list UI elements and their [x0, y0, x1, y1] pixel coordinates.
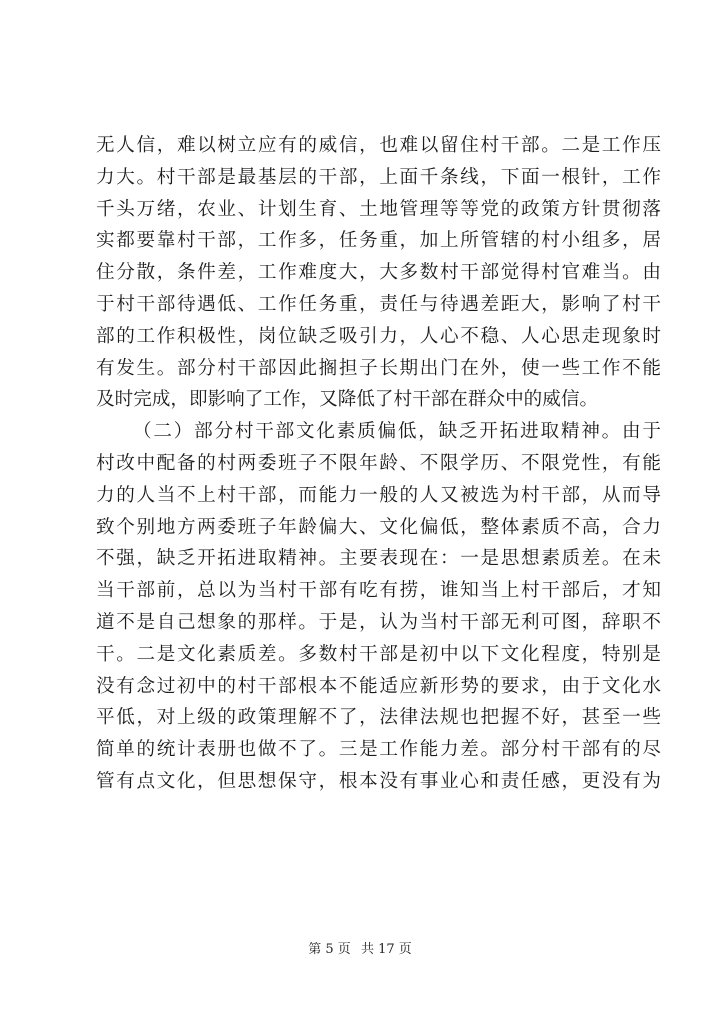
text-line: 村改中配备的村两委班子不限年龄、不限学历、不限党性，有能 — [96, 452, 661, 474]
text-line: 千头万绪，农业、计划生育、土地管理等等党的政策方针贯彻落 — [96, 198, 661, 220]
page-number: 第 5 页 — [308, 942, 351, 957]
text-line: 于村干部待遇低、工作任务重，责任与待遇差距大，影响了村干 — [96, 293, 661, 315]
text-line: 当干部前，总以为当村干部有吃有捞，谁知当上村干部后，才知 — [96, 580, 661, 602]
text-line: 没有念过初中的村干部根本不能适应新形势的要求，由于文化水 — [96, 675, 661, 697]
text-line: 住分散，条件差，工作难度大，大多数村干部觉得村官难当。由 — [96, 262, 661, 284]
text-line: 管有点文化，但思想保守，根本没有事业心和责任感，更没有为 — [96, 770, 661, 792]
text-line: 力大。村干部是最基层的干部，上面千条线，下面一根针，工作 — [96, 166, 661, 188]
body-text — [96, 130, 661, 798]
text-line: 及时完成，即影响了工作，又降低了村干部在群众中的威信。 — [96, 389, 599, 411]
text-line: 道不是自己想象的那样。于是，认为当村干部无利可图，辞职不 — [96, 611, 661, 633]
text-line: 无人信，难以树立应有的威信，也难以留住村干部。二是工作压 — [96, 135, 661, 156]
text-line: 力的人当不上村干部，而能力一般的人又被选为村干部，从而导 — [96, 484, 661, 506]
text-line: 不强，缺乏开拓进取精神。主要表现在：一是思想素质差。在未 — [96, 548, 661, 570]
text-line: 干。二是文化素质差。多数村干部是初中以下文化程度，特别是 — [96, 643, 661, 665]
page-total: 共 17 页 — [360, 942, 412, 957]
text-line: 实都要靠村干部，工作多，任务重，加上所管辖的村小组多，居 — [96, 230, 661, 252]
text-line: 致个别地方两委班子年龄偏大、文化偏低，整体素质不高，合力 — [96, 516, 661, 538]
section-heading-line: （二）部分村干部文化素质偏低，缺乏开拓进取精神。由于 — [133, 421, 661, 443]
text-line: 简单的统计表册也做不了。三是工作能力差。部分村干部有的尽 — [96, 739, 661, 761]
text-line: 部的工作积极性，岗位缺乏吸引力，人心不稳、人心思走现象时 — [96, 325, 661, 347]
text-line: 有发生。部分村干部因此搁担子长期出门在外，使一些工作不能 — [96, 357, 661, 379]
page-footer — [0, 938, 720, 957]
text-line: 平低，对上级的政策理解不了，法律法规也把握不好，甚至一些 — [96, 707, 661, 729]
